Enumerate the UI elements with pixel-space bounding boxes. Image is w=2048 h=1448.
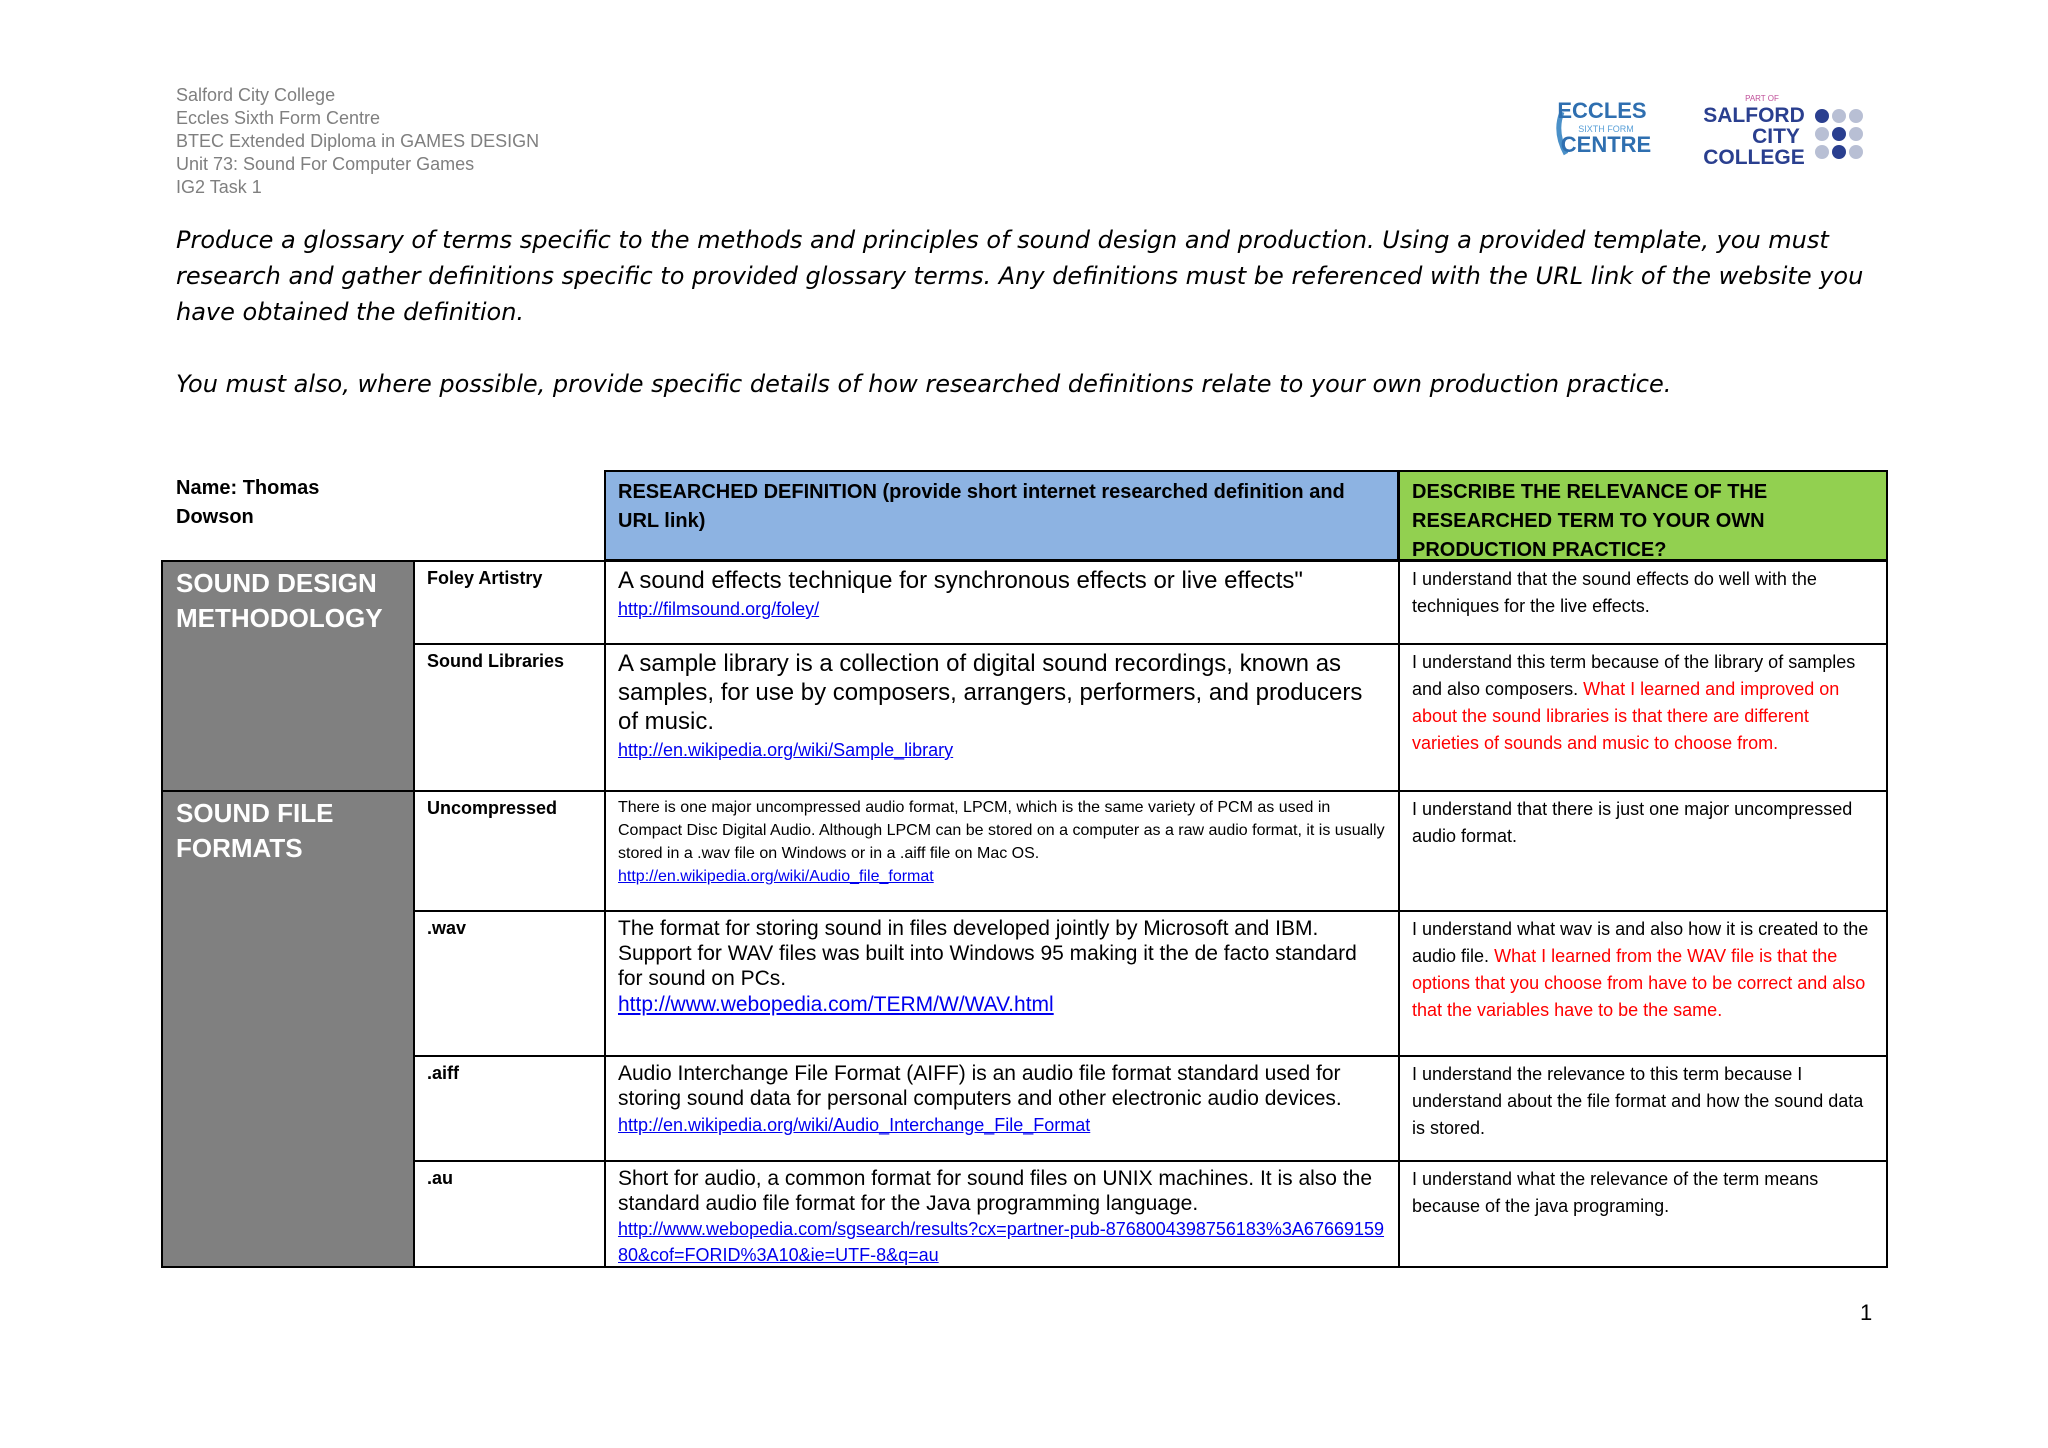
reference-link[interactable]: http://en.wikipedia.org/wiki/Audio_Interchange_File_Format (618, 1115, 1091, 1135)
definition-text: Short for audio, a common format for sound files on UNIX machines. It is also the standard audio file format for the Java programming language. (618, 1167, 1373, 1215)
definition-column-header: RESEARCHED DEFINITION (provide short internet researched definition and URL link) (604, 470, 1399, 561)
header-line: IG2 Task 1 (176, 177, 262, 197)
instruction-paragraph: You must also, where possible, provide specific details of how researched definitions relate to your own production practice. (176, 370, 1672, 398)
header-line: Salford City College (176, 85, 336, 105)
relevance-cell (1398, 1055, 1888, 1162)
definition-cell (604, 1160, 1400, 1268)
logo-text: CITY (1752, 125, 1800, 148)
reference-link[interactable]: http://en.wikipedia.org/wiki/Audio_file_format (618, 868, 934, 885)
definition-cell (604, 1055, 1400, 1162)
relevance-column-header: DESCRIBE THE RELEVANCE OF THE RESEARCHED TERM TO YOUR OWN PRODUCTION PRACTICE? (1398, 470, 1888, 561)
definition-cell (604, 910, 1400, 1057)
definition-text: A sample library is a collection of digital sound recordings, known as samples, for use by composers, arrangers, performers, and producers of music. (618, 650, 1363, 735)
relevance-text: I understand that there is just one major uncompressed audio format. (1412, 799, 1853, 846)
term-cell: .aiff (413, 1055, 606, 1162)
task-instructions (176, 222, 1876, 402)
definition-text: There is one major uncompressed audio format, LPCM, which is the same variety of PCM as used in Compact Disc Digital Audio. Although LPCM can be stored on a computer as a raw audio format, it is usually stored in a .wav file on Windows or in a .aiff file on Mac OS. (618, 799, 1385, 862)
document-header (176, 84, 539, 199)
relevance-text: I understand that the sound effects do well with the techniques for the live effects. (1412, 569, 1817, 616)
definition-text: A sound effects technique for synchronous effects or live effects" (618, 567, 1303, 594)
page-number: 1 (1860, 1300, 1873, 1325)
student-name (176, 474, 319, 532)
reference-link[interactable]: http://www.webopedia.com/TERM/W/WAV.html (618, 993, 1054, 1016)
reference-link[interactable]: http://en.wikipedia.org/wiki/Sample_library (618, 740, 954, 760)
logo-text: SIXTH FORM (1578, 124, 1634, 134)
name-label: Dowson (176, 506, 254, 528)
name-label: Name: Thomas (176, 477, 320, 499)
term-cell: .wav (413, 910, 606, 1057)
relevance-cell (1398, 1160, 1888, 1268)
header-line: BTEC Extended Diploma in GAMES DESIGN (176, 131, 540, 151)
definition-cell (604, 643, 1400, 792)
instruction-paragraph: Produce a glossary of terms specific to the methods and principles of sound design and production. Using a provided template, you must research and gather definitions specific to provided glossary terms. Any definitions must be referenced with the URL link of the website you have obtained the definition. (176, 226, 1864, 326)
relevance-learned-text: What I learned and improved on about the sound libraries is that there are different varieties of sounds and music to choose from. (1412, 679, 1840, 753)
definition-text: Audio Interchange File Format (AIFF) is an audio file format standard used for storing sound data for personal computers and other electronic audio devices. (618, 1062, 1342, 1110)
relevance-cell (1398, 910, 1888, 1057)
term-cell: Sound Libraries (413, 643, 606, 792)
header-line: Unit 73: Sound For Computer Games (176, 154, 475, 174)
term-cell: Uncompressed (413, 790, 606, 912)
relevance-learned-text: What I learned from the WAV file is that the options that you choose from have to be correct and also that the variables have to be the same. (1412, 946, 1866, 1020)
relevance-text: I understand this term because of the library of samples and also composers. (1412, 652, 1856, 699)
logos (1548, 92, 1868, 172)
logo-text: ECCLES (1557, 98, 1647, 123)
header-line: Eccles Sixth Form Centre (176, 108, 381, 128)
relevance-cell (1398, 790, 1888, 912)
section-sound-file-formats: SOUND FILE FORMATS (161, 790, 415, 1268)
eccles-centre-logo (1548, 92, 1658, 170)
term-cell: .au (413, 1160, 606, 1268)
section-sound-design-methodology: SOUND DESIGN METHODOLOGY (161, 560, 415, 792)
reference-link[interactable]: http://filmsound.org/foley/ (618, 599, 820, 619)
salford-city-college-logo (1702, 92, 1868, 170)
logo-text: CENTRE (1560, 132, 1652, 157)
relevance-cell (1398, 643, 1888, 792)
definition-cell (604, 560, 1400, 645)
logo-text: COLLEGE (1703, 146, 1805, 169)
term-cell: Foley Artistry (413, 560, 606, 645)
logo-text: PART OF (1745, 94, 1779, 103)
logo-text: SALFORD (1703, 104, 1805, 127)
relevance-text: I understand what the relevance of the term means because of the java programing. (1412, 1169, 1819, 1216)
relevance-cell (1398, 560, 1888, 645)
definition-cell (604, 790, 1400, 912)
definition-text: The format for storing sound in files developed jointly by Microsoft and IBM. Support for WAV files was built into Windows 95 making it the de facto standard for sound on PCs. (618, 917, 1357, 990)
relevance-text: I understand the relevance to this term because I understand about the file format and how the sound data is stored. (1412, 1064, 1864, 1138)
reference-link[interactable]: http://www.webopedia.com/sgsearch/results?cx=partner-pub-8768004398756183%3A6766915980&cof=FORID%3A10&ie=UTF-8&q=au (618, 1219, 1385, 1265)
relevance-text: I understand what wav is and also how it is created to the audio file. (1412, 919, 1869, 966)
